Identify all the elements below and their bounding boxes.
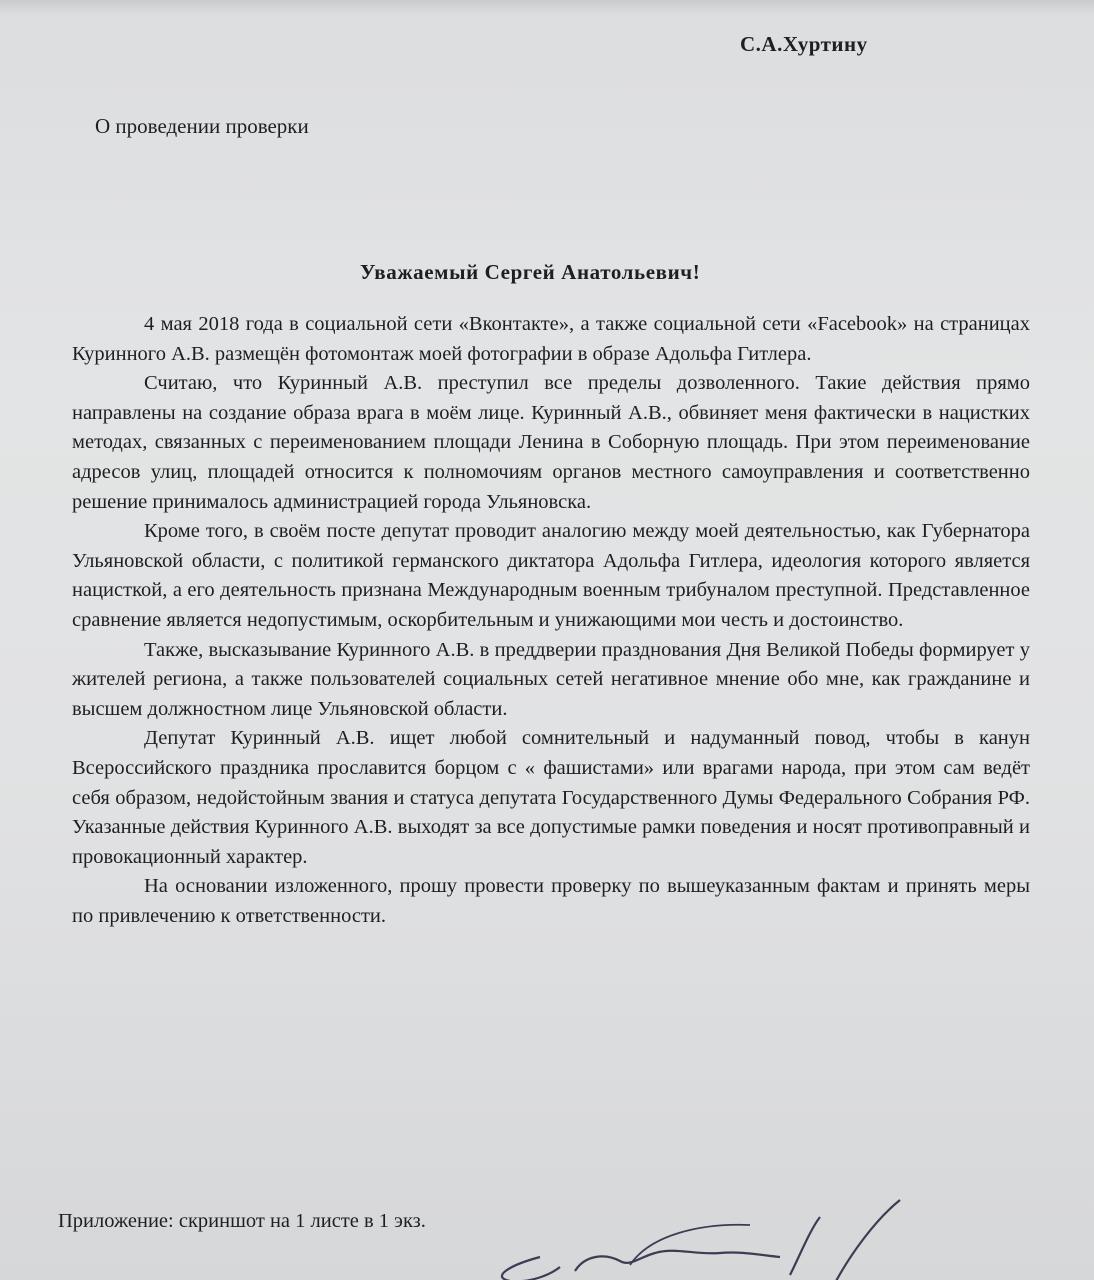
body-paragraph-1: 4 мая 2018 года в социальной сети «Вконтакте», а также социальной сети «Facebook» на страницах Куринного А.В. размещён фотомонтаж моей фотографии в образе Адольфа Гитлера. bbox=[72, 313, 1030, 365]
letter-body bbox=[72, 310, 1030, 931]
body-paragraph-2: Считаю, что Куринный А.В. преступил все пределы дозволенного. Такие действия прямо направлены на создание образа врага в моём лице. Куринный А.В., обвиняет меня фактически в нацистких методах, связанных с переименованием площади Ленина в Соборную площадь. При этом переименование адресов улиц, площадей относится к полномочиям органов местного самоуправления и соответственно решение принималось администрацией города Ульяновска. bbox=[72, 372, 1030, 513]
body-paragraph-3: Кроме того, в своём посте депутат проводит аналогию между моей деятельностью, как Губернатора Ульяновской области, с политикой германского диктатора Адольфа Гитлера, идеология которого является нацисткой, а его деятельность признана Международным военным трибуналом преступной. Представленное сравнение является недопустимым, оскорбительным и унижающими мои честь и достоинство. bbox=[72, 520, 1030, 631]
letter-subject: О проведении проверки bbox=[95, 114, 309, 138]
attachment-note: Приложение: скриншот на 1 листе в 1 экз. bbox=[58, 1210, 426, 1232]
recipient-name: С.А.Хуртину bbox=[740, 32, 868, 56]
body-paragraph-5: Депутат Куринный А.В. ищет любой сомнительный и надуманный повод, чтобы в канун Всероссийского праздника прославится борцом с « фашистами» или врагами народа, при этом сам ведёт себя образом, недойстойным звания и статуса депутата Государственного Думы Федерального Собрания РФ. Указанные действия Куринного А.В. выходят за все допустимые рамки поведения и носят противоправный и провокационный характер. bbox=[72, 727, 1030, 868]
handwritten-signature-icon bbox=[480, 1195, 910, 1280]
body-paragraph-6: На основании изложенного, прошу провести проверку по вышеуказанным фактам и принять меры по привлечению к ответственности. bbox=[72, 875, 1030, 927]
letter-greeting: Уважаемый Сергей Анатольевич! bbox=[360, 260, 701, 284]
body-paragraph-4: Также, высказывание Куринного А.В. в преддверии празднования Дня Великой Победы формирует у жителей региона, а также пользователей социальных сетей негативное мнение обо мне, как гражданине и высшем должностном лице Ульяновской области. bbox=[72, 638, 1030, 720]
